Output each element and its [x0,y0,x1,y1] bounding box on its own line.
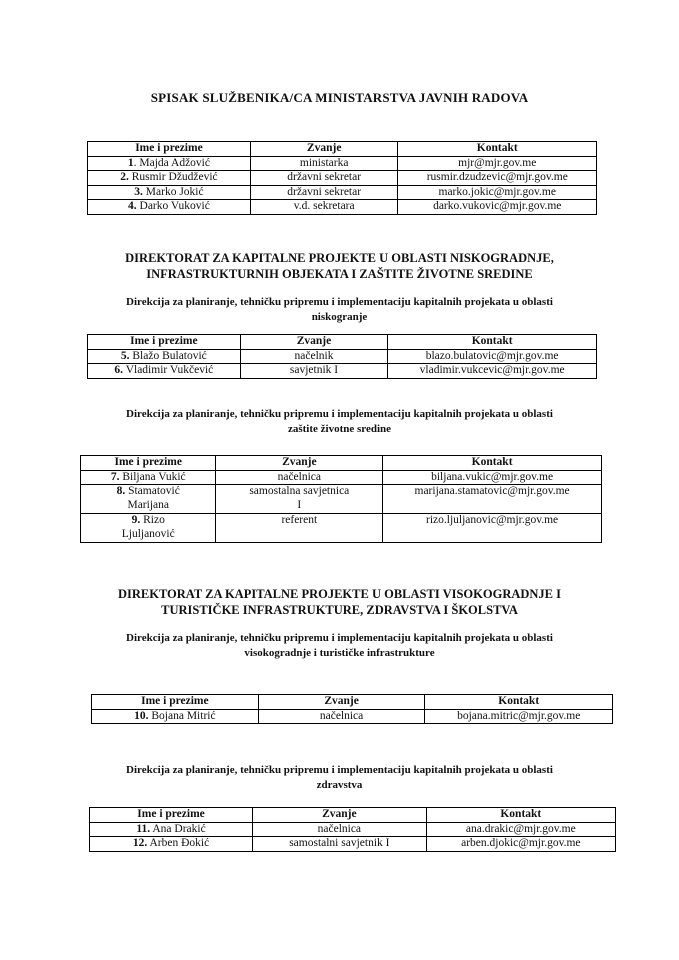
header-title: Zvanje [258,695,425,710]
cell-name: 4. Darko Vuković [88,200,251,215]
cell-contact: rizo.ljuljanovic@mjr.gov.me [383,514,602,543]
header-title: Zvanje [253,808,427,823]
table-row [90,822,616,837]
table-header-row [88,335,597,350]
header-contact: Kontakt [426,808,615,823]
staff-table-zdravstvo [89,807,616,852]
header-contact: Kontakt [383,456,602,471]
header-contact: Kontakt [425,695,613,710]
table-header-row [92,695,613,710]
directorate-heading-niskogradnja: DIREKTORAT ZA KAPITALNE PROJEKTE U OBLASTI NISKOGRADNJE, INFRASTRUKTURNIH OBJEKATA I ZAŠTITE ŽIVOTNE SREDINE [125,251,554,281]
table-row [81,514,602,543]
table-row [92,709,613,724]
cell-title: ministarka [250,156,398,171]
cell-name: 7. Biljana Vukić [81,470,216,485]
table-row [88,364,597,379]
table-header-row [88,142,597,157]
header-name: Ime i prezime [88,335,241,350]
cell-title: načelnica [258,709,425,724]
staff-table-visokogradnja [91,694,613,724]
cell-name: 8. Stamatović Marijana [81,485,216,514]
cell-title: samostalna savjetnica I [216,485,383,514]
cell-contact: ana.drakic@mjr.gov.me [426,822,615,837]
header-name: Ime i prezime [81,456,216,471]
cell-title: načelnik [240,349,388,364]
staff-table-zastita [80,455,602,543]
table-header-row [90,808,616,823]
table-row [90,837,616,852]
directorate-sub-zdravstvo: Direkcija za planiranje, tehničku pripremu i implementaciju kapitalnih projekata u oblasti zdravstva [126,764,553,791]
table-row [88,200,597,215]
cell-name: 11. Ana Drakić [90,822,253,837]
cell-name: 3. Marko Jokić [88,185,251,200]
header-contact: Kontakt [398,142,597,157]
cell-title: samostalni savjetnik I [253,837,427,852]
header-contact: Kontakt [388,335,597,350]
directorate-sub-niskogradnja: Direkcija za planiranje, tehničku pripremu i implementaciju kapitalnih projekata u oblasti niskogranje [126,296,553,323]
cell-contact: blazo.bulatovic@mjr.gov.me [388,349,597,364]
header-title: Zvanje [240,335,388,350]
page-title: SPISAK SLUŽBENIKA/CA MINISTARSTVA JAVNIH RADOVA [150,90,529,105]
table-row [88,156,597,171]
cell-title: načelnica [253,822,427,837]
staff-table-leadership [87,141,597,215]
cell-title: referent [216,514,383,543]
cell-contact: darko.vukovic@mjr.gov.me [398,200,597,215]
cell-contact: rusmir.dzudzevic@mjr.gov.me [398,171,597,186]
cell-contact: biljana.vukic@mjr.gov.me [383,470,602,485]
directorate-sub-zastita: Direkcija za planiranje, tehničku pripremu i implementaciju kapitalnih projekata u oblasti zaštite životne sredine [126,408,553,435]
cell-name: 5. Blažo Bulatović [88,349,241,364]
cell-contact: arben.djokic@mjr.gov.me [426,837,615,852]
cell-name: 1. Majda Adžović [88,156,251,171]
cell-title: savjetnik I [240,364,388,379]
cell-name: 2. Rusmir Džudžević [88,171,251,186]
cell-contact: marijana.stamatovic@mjr.gov.me [383,485,602,514]
header-title: Zvanje [250,142,398,157]
cell-contact: bojana.mitric@mjr.gov.me [425,709,613,724]
cell-title: v.d. sekretara [250,200,398,215]
table-row [81,485,602,514]
directorate-heading-visokogradnja: DIREKTORAT ZA KAPITALNE PROJEKTE U OBLASTI VISOKOGRADNJE I TURISTIČKE INFRASTRUKTURE, ZDRAVSTVA I ŠKOLSTVA [117,587,562,617]
cell-name: 12. Arben Đokić [90,837,253,852]
cell-name: 6. Vladimir Vukčević [88,364,241,379]
table-row [88,171,597,186]
cell-name: 10. Bojana Mitrić [92,709,259,724]
cell-name: 9. Rizo Ljuljanović [81,514,216,543]
cell-contact: marko.jokic@mjr.gov.me [398,185,597,200]
table-row [81,470,602,485]
cell-title: državni sekretar [250,185,398,200]
cell-contact: mjr@mjr.gov.me [398,156,597,171]
header-name: Ime i prezime [90,808,253,823]
cell-contact: vladimir.vukcevic@mjr.gov.me [388,364,597,379]
table-row [88,349,597,364]
cell-title: državni sekretar [250,171,398,186]
header-name: Ime i prezime [92,695,259,710]
table-row [88,185,597,200]
table-header-row [81,456,602,471]
header-name: Ime i prezime [88,142,251,157]
staff-table-niskogradnja [87,334,597,379]
directorate-sub-visokogradnja: Direkcija za planiranje, tehničku pripremu i implementaciju kapitalnih projekata u oblasti visokogradnje i turističke infrastrukture [126,632,553,659]
cell-title: načelnica [216,470,383,485]
header-title: Zvanje [216,456,383,471]
